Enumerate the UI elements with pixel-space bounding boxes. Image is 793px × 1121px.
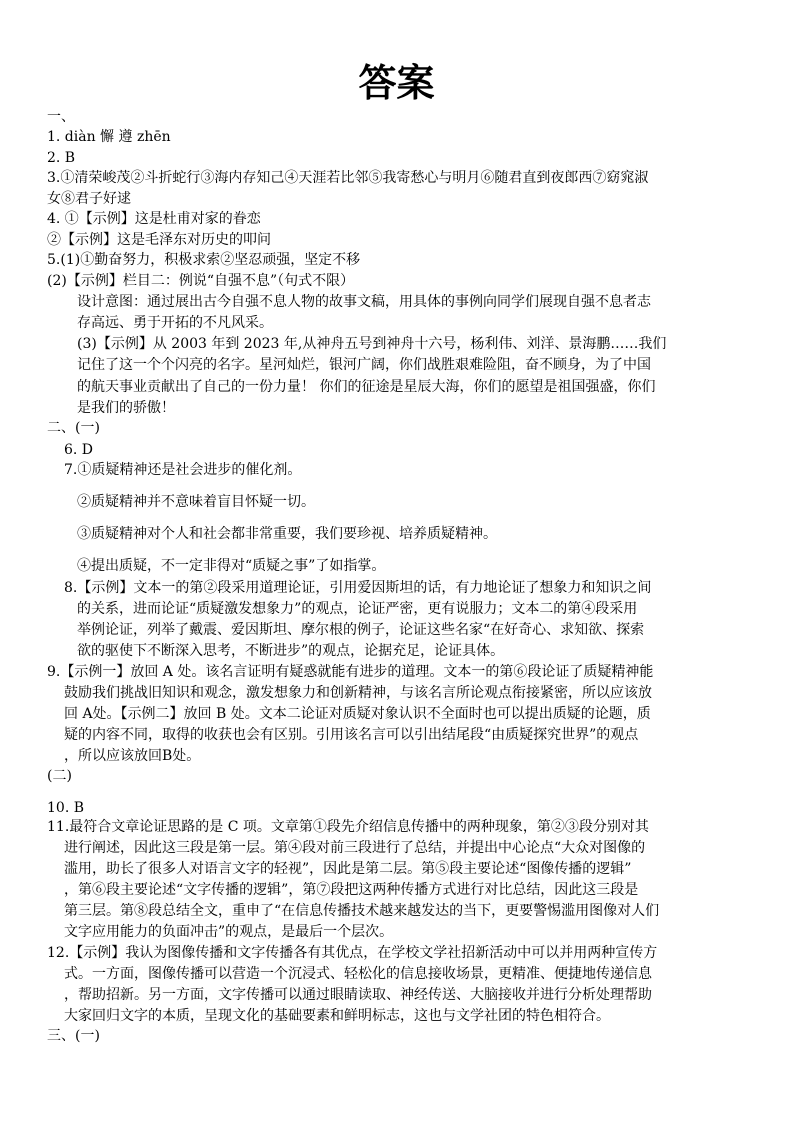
answer-line: (3)【示例】从 2003 年到 2023 年,从神舟五号到神舟十六号，杨利伟、刘洋、景海鹏……我们 [77,336,667,352]
answer-line: 8.【示例】文本一的第②段采用道理论证，引用爱因斯坦的话，有力地论证了想象力和知识之间 [64,580,652,596]
answer-line: 设计意图：通过展出古今自强不息人物的故事文稿，用具体的事例向同学们展现自强不息者志 [77,294,651,310]
answer-line: 7.①质疑精神还是社会进步的催化剂。 [64,462,302,478]
answer-line: 的关系，进而论证“质疑激发想象力”的观点，论证严密，更有说服力；文本二的第④段采用 [77,601,638,617]
answer-line: 3.①清荣峻茂②斗折蛇行③海内存知己④天涯若比邻⑤我寄愁心与明月⑥随君直到夜郎西⑦窈窕淑 [47,170,649,186]
answer-line: 1. diàn 懈 遵 zhēn [47,129,171,145]
answer-line: 10. B [47,800,85,816]
answer-line: 6. D [64,442,94,458]
answer-line: 的航天事业贡献出了自己的一份力量！ 你们的征途是星辰大海，你们的愿望是祖国强盛，你们 [77,379,656,395]
answer-line: 记住了这一个个闪亮的名字。星河灿烂，银河广阔，你们战胜艰难险阻，奋不顾身，为了中国 [77,357,651,373]
answer-line: 滥用，助长了很多人对语言文字的轻视”，因此是第二层。第⑤段主要论述“图像传播的逻辑” [64,861,632,877]
answer-line: (2)【示例】栏目二：例说“自强不息”（句式不限） [47,273,355,289]
section-subheading: (二) [47,768,72,784]
answer-line: 11.最符合文章论证思路的是 C 项。文章第①段先介绍信息传播中的两种现象，第②③段分别对其 [47,819,649,835]
answer-line: ③质疑精神对个人和社会都非常重要，我们要珍视、培养质疑精神。 [77,526,497,542]
answer-line: 疑的内容不同，取得的收获也会有区别。引用该名言可以引出结尾段“由质疑探究世界”的观点 [64,727,639,743]
answer-line: 5.(1)①勤奋努力，积极求索②坚忍顽强，坚定不移 [47,252,361,268]
page-title: 答案 [358,61,435,105]
answer-line: ②质疑精神并不意味着盲目怀疑一切。 [77,494,315,510]
section-heading: 二、(一) [47,420,100,436]
answer-line: 2. B [47,150,76,166]
answer-line: ④提出质疑，不一定非得对“质疑之事”了如指掌。 [77,558,386,574]
answer-line: 式。一方面，图像传播可以营造一个沉浸式、轻松化的信息接收场景，更精准、便捷地传递信息 [64,966,652,982]
answer-line: 文字应用能力的负面冲击”的观点，是最后一个层次。 [64,924,394,940]
answer-line: 9.【示例一】放回 A 处。该名言证明有疑惑就能有进步的道理。文本一的第⑥段论证了质疑精神能 [47,664,654,680]
answer-line: ，第⑥段主要论述“文字传播的逻辑”，第⑦段把这两种传播方式进行对比总结，因此这三段是 [64,882,639,898]
answer-line: 第三层。第⑧段总结全文，重申了“在信息传播技术越来越发达的当下，更要警惕滥用图像对人们 [64,903,660,919]
answer-line: 鼓励我们挑战旧知识和观念，激发想象力和创新精神，与该名言所论观点衔接紧密，所以应该放 [64,685,652,701]
section-heading: 三、(一) [47,1028,100,1044]
answer-line: 12.【示例】我认为图像传播和文字传播各有其优点，在学校文学社招新活动中可以并用两种宣传方 [47,945,658,961]
answer-line: 进行阐述，因此这三段是第一层。第④段对前三段进行了总结，并提出中心论点“大众对图像的 [64,840,646,856]
section-heading: 一、 [47,109,75,125]
answer-line: ，帮助招新。另一方面，文字传播可以通过眼睛读取、神经传送、大脑接收并进行分析处理帮助 [64,987,652,1003]
answer-line: ②【示例】这是毛泽东对历史的叩问 [47,232,271,248]
answer-line: 是我们的骄傲！ [77,400,175,416]
answer-line: 女⑧君子好逑 [47,191,131,207]
answer-line: 欲的驱使下不断深入思考，不断进步”的观点，论据充足，论证具体。 [77,643,505,659]
answer-line: 举例论证，列举了戴震、爱因斯坦、摩尔根的例子，论证这些名家“在好奇心、求知欲、探索 [77,622,645,638]
answer-line: ，所以应该放回B处。 [64,748,201,764]
answer-line: 4. ①【示例】这是杜甫对家的眷恋 [47,211,261,227]
answer-line: 大家回归文字的本质，呈现文化的基础要素和鲜明标志，这也与文学社团的特色相符合。 [64,1008,610,1024]
answer-line: 存高远、勇于开拓的不凡风采。 [77,315,273,331]
answer-line: 回 A处。【示例二】放回 B 处。文本二论证对质疑对象认识不全面时也可以提出质疑的论题，质 [64,706,651,722]
